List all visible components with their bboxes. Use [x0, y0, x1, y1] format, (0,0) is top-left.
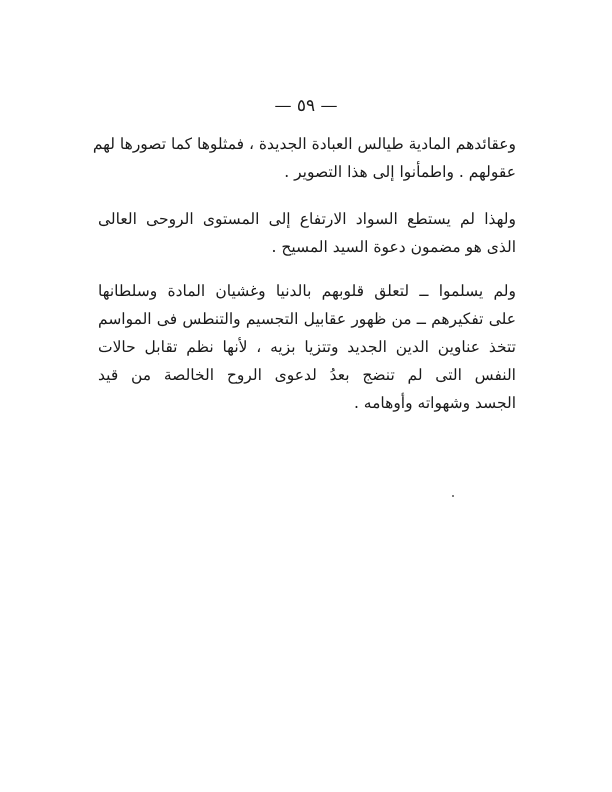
- text-line: الذى هو مضمون دعوة السيد المسيح .: [271, 238, 516, 256]
- paragraph-spacer: [98, 261, 516, 277]
- body-text: [92, 130, 516, 417]
- text-line: على تفكيرهم ــ من ظهور عقابيل التجسيم والتنطس فى المواسم: [98, 310, 516, 328]
- speck-mark: [452, 495, 454, 497]
- text-line: ولم يسلموا ــ لتعلق قلوبهم بالدنيا وغشيان المادة وسلطانها: [98, 282, 516, 300]
- paragraph-spacer: [98, 186, 516, 205]
- text-line: وعقائدهم المادية طيالس العبادة الجديدة ، فمثلوها كما تصورها لهم: [92, 135, 516, 153]
- paragraph-1: [92, 130, 516, 186]
- paragraph-2: [98, 205, 516, 261]
- text-line: عقولهم . واطمأنوا إلى هذا التصوير .: [284, 163, 516, 181]
- text-line: ولهذا لم يستطع السواد الارتفاع إلى المستوى الروحى العالى: [98, 210, 516, 228]
- text-line: النفس التى لم تنضج بعدُ لدعوى الروح الخالصة من قيد: [98, 366, 516, 384]
- page-number: — ٥٩ —: [274, 96, 338, 116]
- paragraph-3: [98, 277, 516, 417]
- text-line: تتخذ عناوين الدين الجديد وتتزيا بزيه ، لأنها نظم تقابل حالات: [98, 338, 516, 356]
- text-line: الجسد وشهواته وأوهامه .: [353, 394, 516, 412]
